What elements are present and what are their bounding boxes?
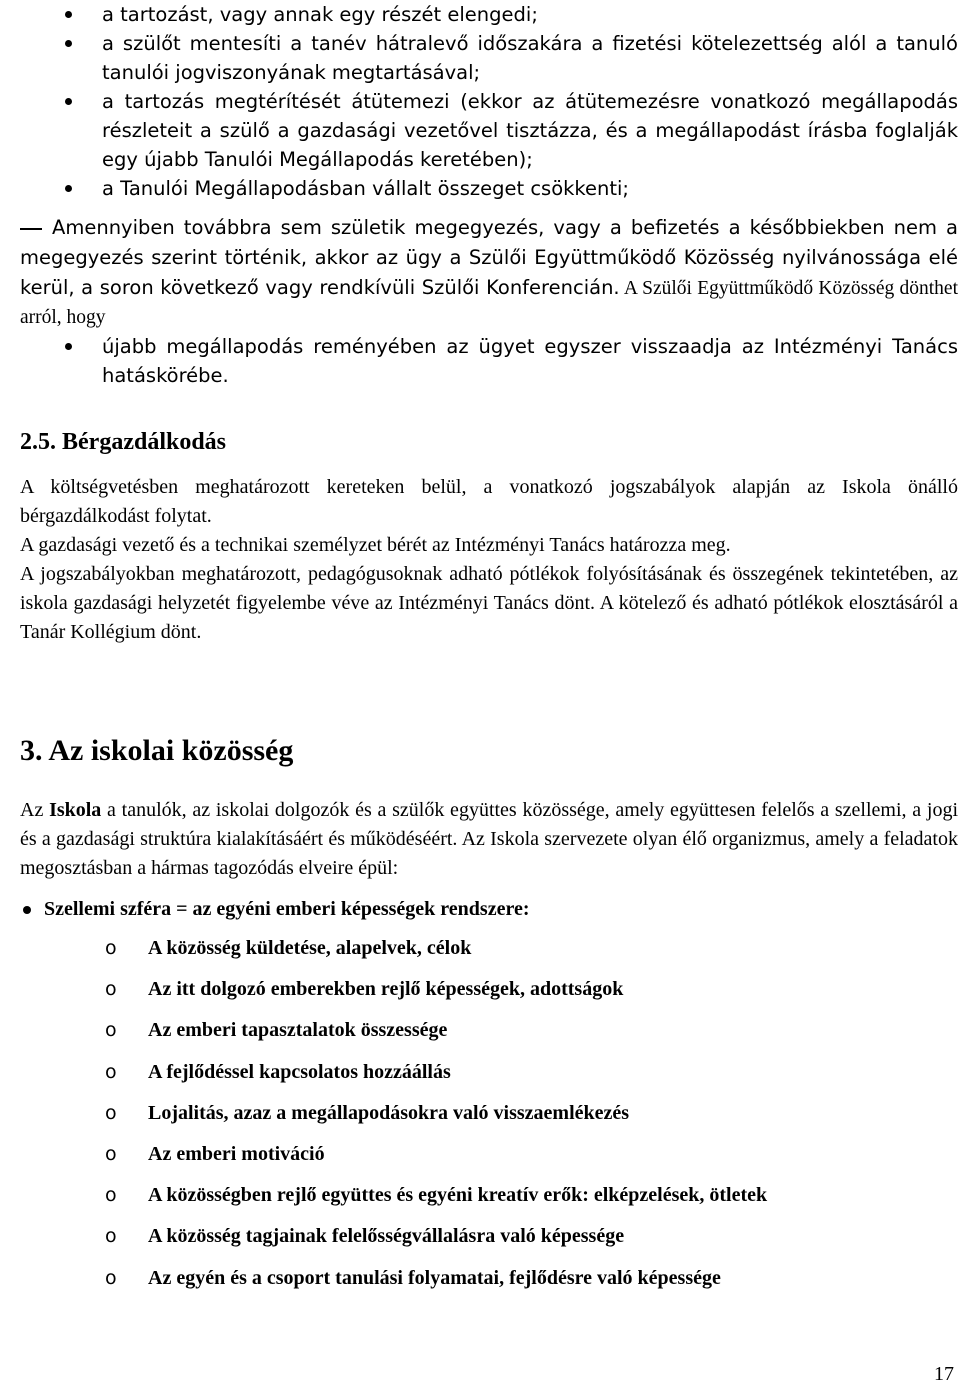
circle-marker-icon: o <box>105 1225 117 1248</box>
intro-paragraph: Az Iskola a tanulók, az iskolai dolgozók és a szülők együttes közössége, amely együttesen felelős a szellemi, a jogi és a gazdasági struktúra kialakításáért és működéséért. Az Iskola szervezete olyan élő organizmus, amely a feladatok megosztásban a hármas tagozódás elveire épül: <box>20 799 958 879</box>
dash-paragraph-serif: A Szülői Együttműködő Közösség dönthet arról, hogy <box>20 278 958 328</box>
circle-marker-icon: o <box>105 937 117 959</box>
circle-marker-icon: o <box>105 1101 117 1124</box>
document-page: a tartozást, vagy annak egy részét elengedi; a szülőt mentesíti a tanév hátralevő időszakára a fizetési kötelezettség alól a tanuló tanulói jogviszonyának megtartásával; a tartozás megtérítését átütemezi (ekkor az átütemezésre vonatkozó megállapodás részleteit a szülő a gazdasági vezetővel tisztázza, és a megállapodást írásba foglalják egy újabb Tanulói Megállapodás keretében); a Tanulói Megállapodásban vállalt összeget csökkenti; Amennyiben továbbra sem születik megegyezés, vagy a befizetés a későbbiekben nem a megegyezés szerint történik, akkor az ügy a Szülői Együttműködő Közösség nyilvánossága elé kerül, a soron következő vagy rendkívüli Szülői Konferencián. A Szülői Együttműködő Közösség dönthet arról, hogy újabb megállapodás reményében az ügyet egyszer visszaadja az Intézményi Tanács hatáskörébe. 2.5. Bérgazdálkodás A költségvetésben meghatározott kereteken belül, a vonatkozó jogszabályok alapján az Iskola önálló bérgazdálkodást folytat. A gazdasági vezető és a technikai személyzet bérét az Intézményi Tanács határozza meg. A jogszabályokban meghatározott, pedagógusoknak adható pótlékok folyósításának és összegének tekintetében, az iskola gazdasági helyzetét figyelembe véve az Intézményi Tanács dönt. A kötelező és adható pótlékok elosztásáról a Tanár Kollégium dönt. 3. Az iskolai közösség Az Iskola a tanulók, az iskolai dolgozók és a szülők együttes közössége, amely együttesen felelős a szellemi, a jogi és a gazdasági struktúra kialakításáért és működéséért. Az Iskola szervezete olyan élő organizmus, amely a feladatok megosztásban a hármas tagozódás elveire épül: Szellemi szféra = az egyéni emberi képességek rendszere: o A közösség küldetése, alapelvek, célok o Az itt dolgozó emberekben rejlő képességek, adottságok o Az emberi tapasztalatok összessége o A fejlődéssel kapcsolatos hozzáállás o Lojalitás, azaz a megállapodásokra való visszaemlékezés o Az emberi motiváció o A közösségben rejlő együttes és egyéni kreatív erők: elképzelések, ötletek o A közösség tagjainak felelősségvállalásra való képessége o Az egyén és a csoport tanulási folyamatai, fejlődésre való képessége 17 <box>0 0 960 1386</box>
list-item: újabb megállapodás reményében az ügyet egyszer visszaadja az Intézményi Tanács hatáskörébe. <box>58 332 958 390</box>
section-heading: 2.5. Bérgazdálkodás <box>20 429 227 455</box>
circle-marker-icon: o <box>105 1266 117 1289</box>
inner-bullet-list <box>58 332 958 390</box>
dash-paragraph-sans: Amennyiben továbbra sem születik megegyezés, vagy a befizetés a későbbiekben nem a megegyezés szerint történik, akkor az ügy a Szülői Együttműködő Közösség nyilvánossága elé kerül, a soron következő vagy rendkívüli Szülői Konferencián. <box>20 216 958 299</box>
list-item: a tartozás megtérítését átütemezi (ekkor az átütemezésre vonatkozó megállapodás részleteit a szülő a gazdasági vezetővel tisztázza, és a megállapodást írásba foglalják egy újabb Tanulói Megállapodás keretében); <box>58 87 958 174</box>
chapter-heading: 3. Az iskolai közösség <box>20 734 294 767</box>
paragraph: A költségvetésben meghatározott kereteken belül, a vonatkozó jogszabályok alapján az Iskola önálló bérgazdálkodást folytat. <box>20 476 958 527</box>
list-item: a tartozást, vagy annak egy részét elengedi; <box>58 0 958 29</box>
bullet-icon <box>65 185 72 192</box>
list-item: a Tanulói Megállapodásban vállalt összeget csökkenti; <box>58 174 958 203</box>
circle-marker-icon: o <box>105 1184 117 1207</box>
top-bullet-list <box>58 0 958 203</box>
circle-marker-icon: o <box>105 1142 117 1165</box>
list-item: a szülőt mentesíti a tanév hátralevő időszakára a fizetési kötelezettség alól a tanuló tanulói jogviszonyának megtartásával; <box>58 29 958 87</box>
circle-marker-icon: o <box>105 1019 117 1042</box>
bullet-icon <box>23 906 31 914</box>
paragraph: A gazdasági vezető és a technikai személyzet bérét az Intézményi Tanács határozza meg. <box>20 534 731 556</box>
circle-marker-icon: o <box>105 1060 117 1083</box>
bullet-icon <box>65 11 72 18</box>
dash-paragraph <box>20 213 958 332</box>
bullet-icon <box>65 343 72 350</box>
paragraph: A jogszabályokban meghatározott, pedagógusoknak adható pótlékok folyósításának és összegének tekintetében, az iskola gazdasági helyzetét figyelembe véve az Intézményi Tanács dönt. A kötelező és adható pótlékok elosztásáról a Tanár Kollégium dönt. <box>20 563 958 643</box>
page-number: 17 <box>934 1363 954 1385</box>
bullet-icon <box>65 40 72 47</box>
bullet-icon <box>65 98 72 105</box>
dash-icon <box>20 228 42 230</box>
circle-marker-icon: o <box>105 978 117 1001</box>
